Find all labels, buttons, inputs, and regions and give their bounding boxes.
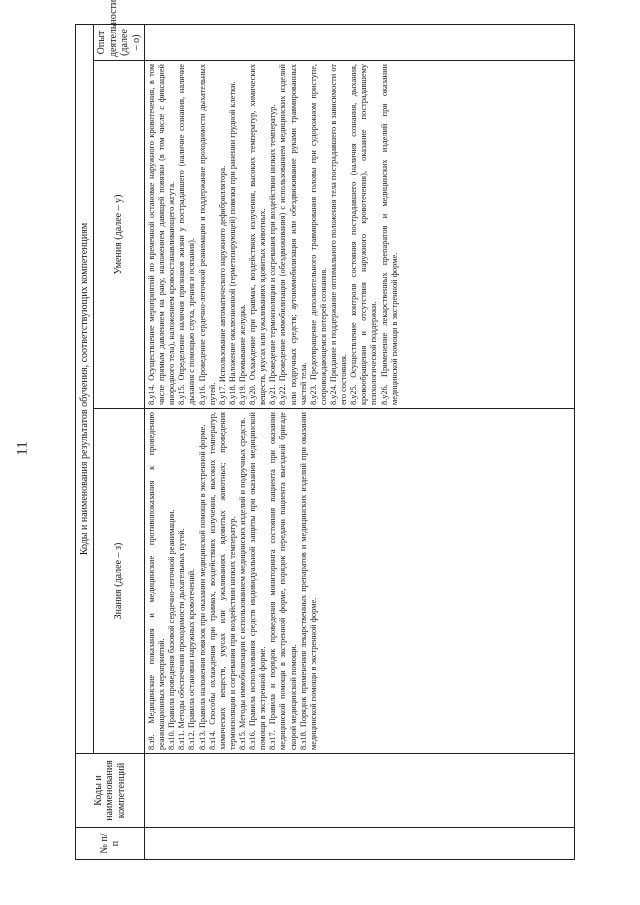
header-experience: Опыт деятельности (далее – о) (94, 25, 145, 61)
list-item: 8.з15. Методы иммобилизации с использованием медицинских изделий и подручных средств. (237, 417, 247, 750)
list-item: 8.з12. Правила остановки наружных кровотечений. (187, 568, 197, 750)
table-row (145, 25, 575, 860)
list-item: 8.з18. Порядок применения лекарственных препаратов и медицинских изделий при оказании медицинской помощи в экстренной форме. (298, 412, 318, 750)
list-item: 8.у23. Предотвращение дополнительного травмирования головы при судорожном приступе, сопровождающемся потерей сознания. (308, 64, 328, 405)
list-item: 8.з13. Правила наложения повязок при оказании медицинской помощи в экстренной форме. (197, 424, 207, 750)
list-item: 8.з11. Методы обеспечения проходимости дыхательных путей. (177, 528, 187, 750)
header-group: Коды и наименования результатов обучения, соответствующих компетенциям (76, 25, 94, 754)
cell-num (145, 828, 575, 860)
list-item: 8.з16. Правила использования средств индивидуальной защиты при оказании медицинской помощи в экстренной форме. (248, 412, 268, 750)
list-item: 8.у15. Определение наличия признаков жизни у пострадавшего (наличие сознания, наличие дыхания с помощью слуха, зрения и осязания). (177, 64, 197, 405)
cell-experience (145, 25, 575, 61)
header-codes: Коды и наименования компетенций (76, 754, 145, 828)
page-number: 11 (14, 441, 31, 456)
list-item: 8.з17. Правила и порядок проведения мониторинга состояния пациента при оказании медицинской помощи в экстренной форме, порядок передачи пациента выездной бригаде скорой медицинской помощи. (268, 412, 298, 750)
list-item: 8.з14. Способы охлаждения при травмах, воздействиях излучения, высоких температур, химических веществ, укусах или ужаливаниях ядовитых животных; проведения термоизоляции и согревания при воздействии низких температур. (207, 412, 237, 750)
list-item: 8.у26. Применение лекарственных препаратов и медицинских изделий при оказании медицинской помощи в экстренной форме. (379, 64, 399, 405)
competency-table (75, 0, 575, 860)
list-item: 8.у20. Охлаждение при травмах, воздействиях излучения, высоких температур, химических веществ, укусах или ужаливаниях ядовитых животных. (248, 64, 268, 405)
cell-knowledge (145, 409, 575, 754)
list-item: 8.у16. Проведение сердечно-легочной реанимации и поддержание проходимости дыхательных путей. (197, 64, 217, 405)
header-num: № п/п (76, 828, 145, 860)
list-item: 8.з9. Медицинские показания и медицинские противопоказания к проведению реанимационных мероприятий. (147, 412, 167, 750)
list-item: 8.у22. Проведение иммобилизации (обездвиживания) с использованием медицинских изделий или подручных средств; аутоиммобилизация или обездвиживание руками травмированных частей тела. (278, 64, 308, 405)
list-item: 8.у17. Использование автоматического наружного дефибриллятора. (217, 165, 227, 405)
list-item: 8.у18. Наложение окклюзионной (герметизирующей) повязки при ранении грудной клетки. (227, 81, 237, 405)
list-item: 8.у25. Осуществление контроля состояния пострадавшего (наличия сознания, дыхания, кровообращения и отсутствия наружного кровотечения), оказание пострадавшему психологической поддержки. (349, 64, 379, 405)
list-item: 8.у19. Промывание желудка. (237, 304, 247, 405)
list-item: 8.у24. Придание и поддержание оптимального положения тела пострадавшего в зависимости от его состояния. (328, 64, 349, 405)
cell-codes (145, 754, 575, 828)
header-skills: Умения (далее – у) (94, 61, 145, 409)
cell-skills (145, 61, 575, 409)
list-item: 8.у14. Осуществление мероприятий по временной остановке наружного кровотечения, в том числе прямым давлением на рану, наложением давящей повязки (в том числе с фиксацией инородного тела), наложением кровоостанавливающего жгута. (147, 64, 177, 405)
list-item: 8.з10. Правила проведения базовой сердечно-легочной реанимации. (167, 509, 177, 750)
list-item: 8.у21. Проведение термоизоляции и согревания при воздействии низких температур. (268, 104, 278, 405)
header-knowledge: Знания (далее – з) (94, 409, 145, 754)
rotated-table-container (75, 0, 575, 860)
